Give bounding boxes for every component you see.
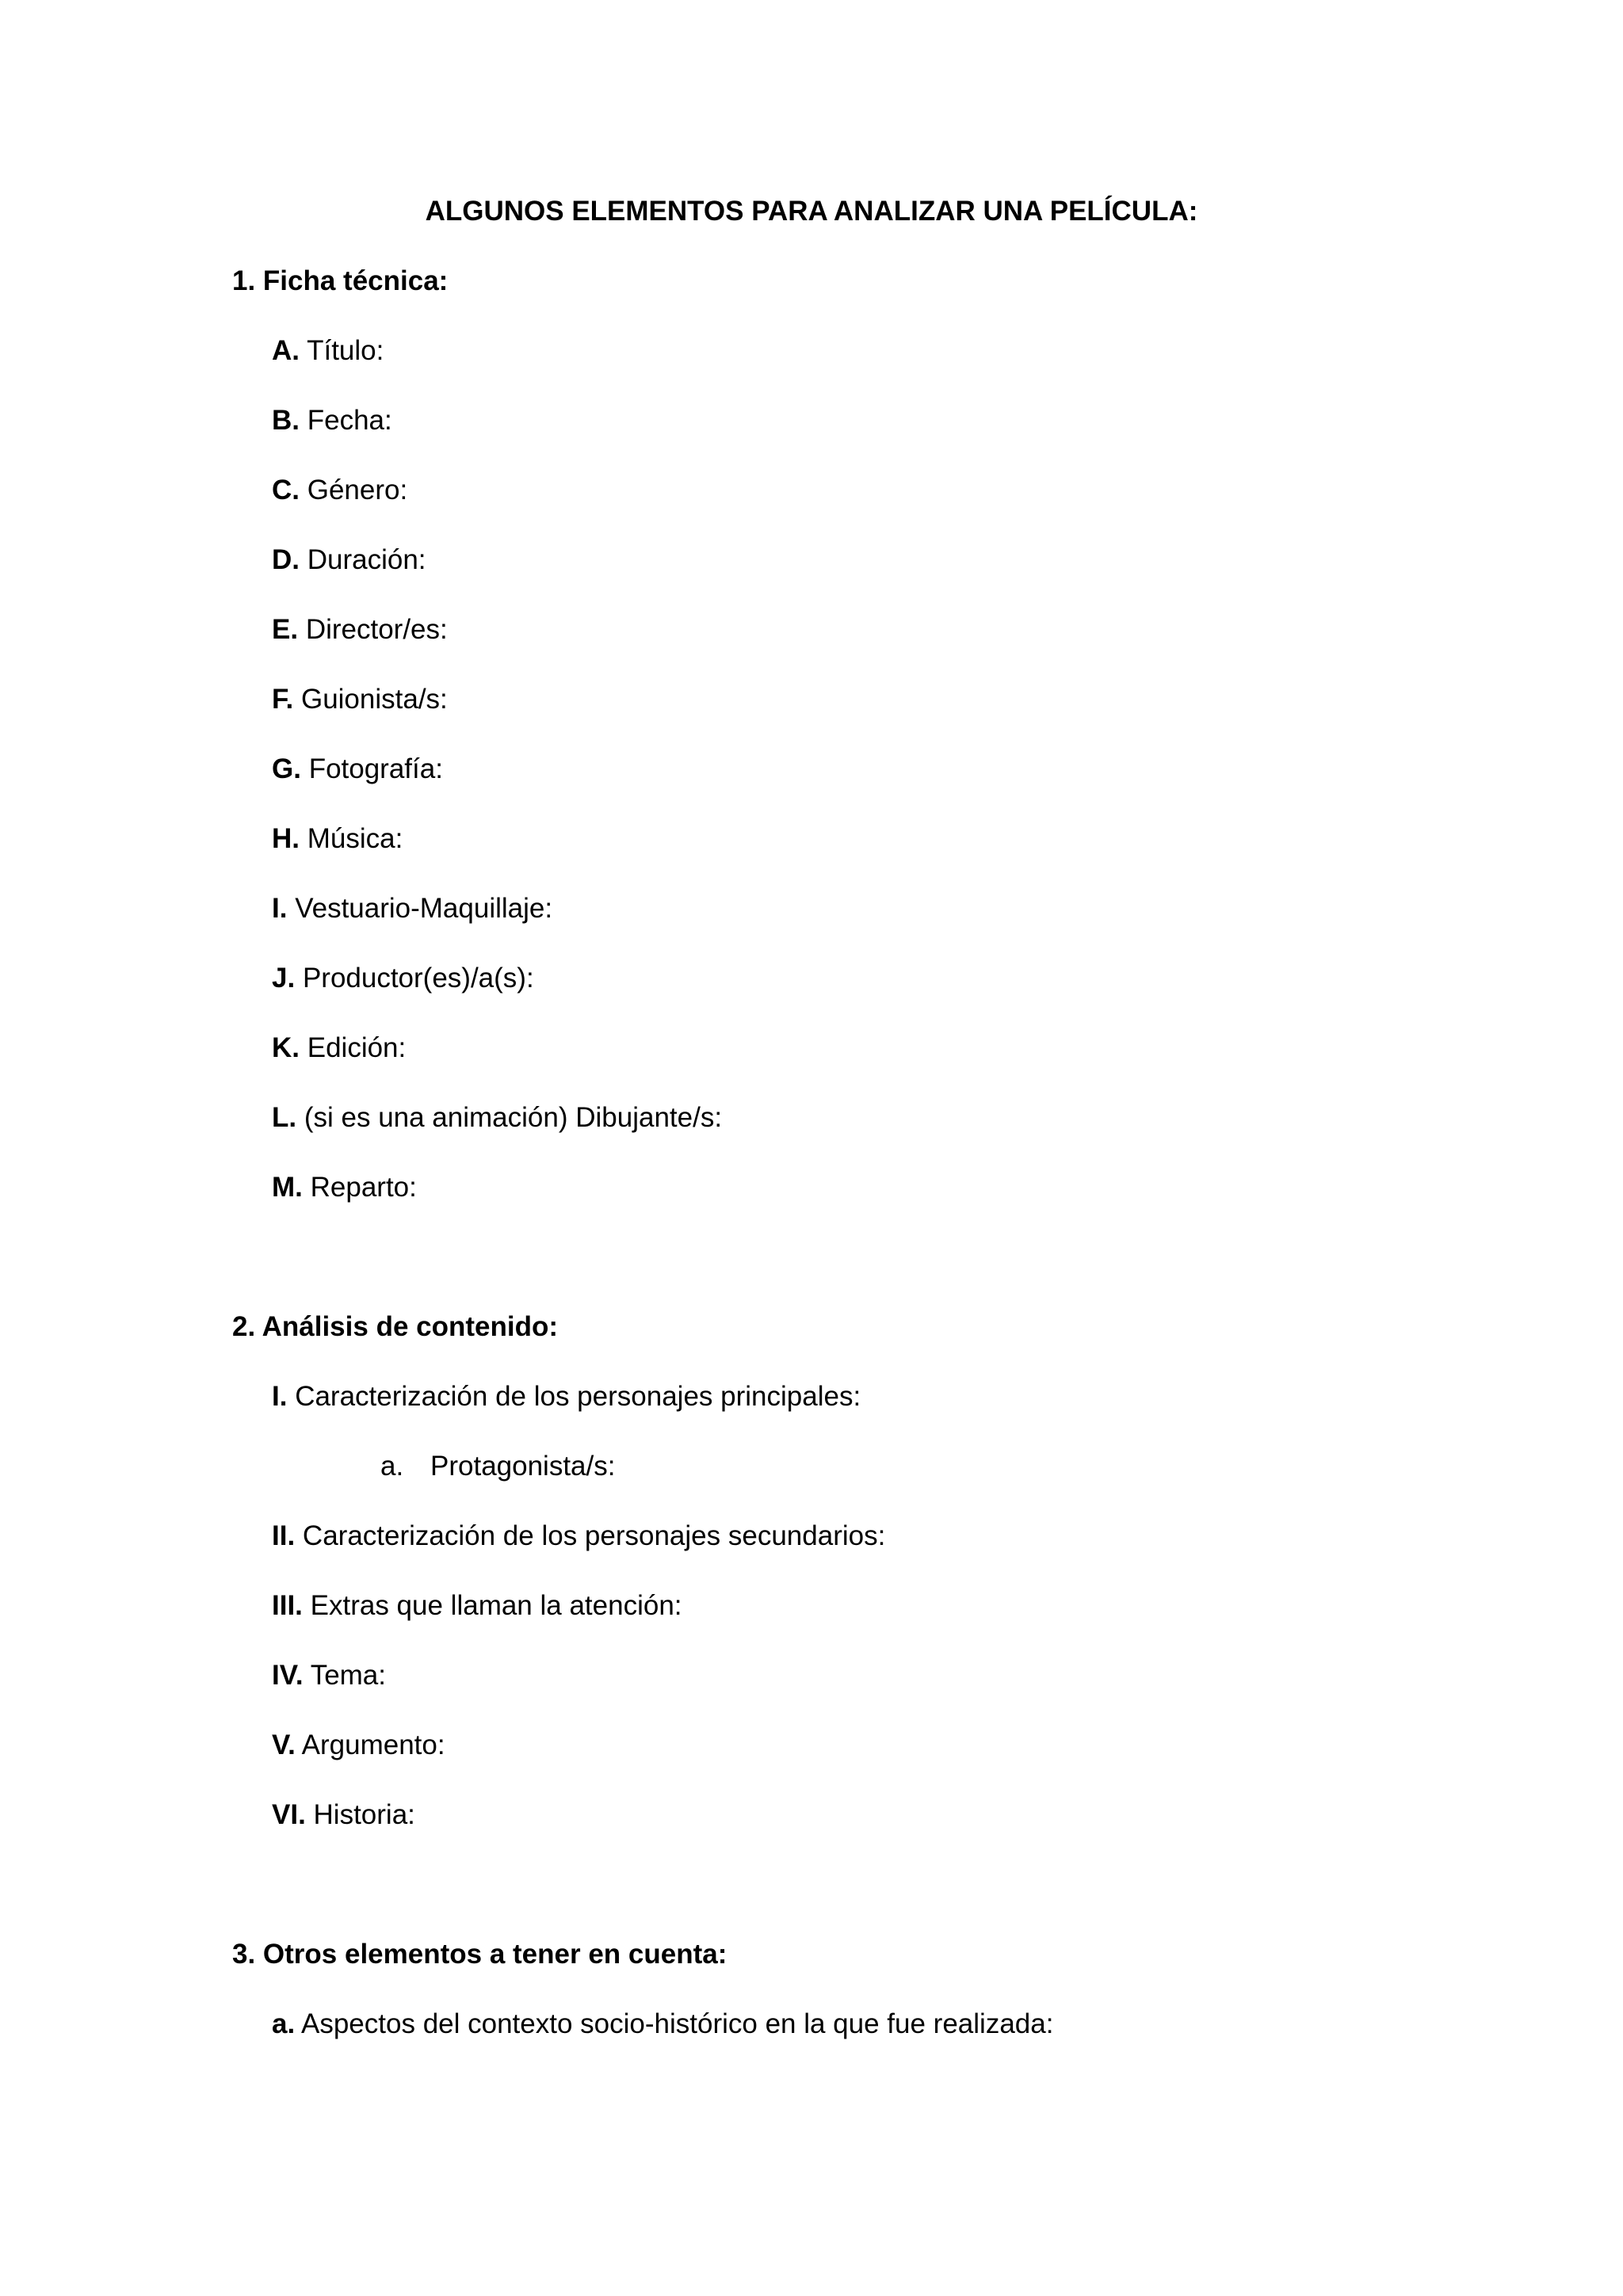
item-text: Género: — [307, 475, 408, 505]
item-text: Fecha: — [307, 405, 392, 436]
item-label: IV. — [272, 1660, 304, 1691]
item-label: J. — [272, 963, 296, 994]
item-text: Fotografía: — [308, 753, 443, 784]
item-text: Guionista/s: — [300, 684, 448, 715]
item-label: A. — [272, 335, 300, 366]
subitem-label: a. — [380, 1451, 404, 1482]
item-text: Vestuario-Maquillaje: — [295, 893, 553, 924]
list-item — [272, 334, 384, 368]
sub-list-item — [380, 1449, 615, 1484]
item-label: H. — [272, 823, 300, 854]
list-item — [272, 682, 448, 717]
item-label: E. — [272, 614, 299, 645]
list-item — [272, 1100, 722, 1135]
item-text: Extras que llaman la atención: — [310, 1590, 682, 1621]
item-text: Argumento: — [301, 1730, 445, 1760]
item-label: D. — [272, 544, 300, 575]
list-item — [272, 752, 443, 787]
item-text: Historia: — [313, 1799, 415, 1830]
item-label: III. — [272, 1590, 303, 1621]
list-item — [272, 473, 407, 508]
item-label: L. — [272, 1102, 297, 1133]
item-label: V. — [272, 1730, 296, 1760]
item-text: Aspectos del contexto socio-histórico en la que fue realizada: — [301, 2008, 1054, 2039]
item-text: Productor(es)/a(s): — [302, 963, 534, 994]
item-text: Música: — [307, 823, 403, 854]
item-label: I. — [272, 1381, 288, 1412]
list-item — [272, 891, 552, 926]
item-label: a. — [272, 2008, 296, 2039]
list-item — [272, 2007, 1053, 2042]
list-item — [272, 1519, 885, 1554]
item-label: M. — [272, 1172, 303, 1203]
list-item — [272, 961, 534, 996]
list-item — [272, 1170, 417, 1205]
item-label: I. — [272, 893, 288, 924]
list-item — [272, 1798, 415, 1833]
section-heading-ficha-tecnica: 1. Ficha técnica: — [232, 265, 449, 296]
list-item — [272, 1031, 406, 1066]
item-label: C. — [272, 475, 300, 505]
subitem-text: Protagonista/s: — [430, 1451, 616, 1482]
list-item — [272, 1658, 386, 1693]
item-text: Director/es: — [305, 614, 448, 645]
item-text: Reparto: — [310, 1172, 417, 1203]
item-text: Duración: — [307, 544, 426, 575]
item-text: Edición: — [307, 1032, 407, 1063]
item-text: Caracterización de los personajes principales: — [295, 1381, 861, 1412]
item-text: (si es una animación) Dibujante/s: — [304, 1102, 723, 1133]
list-item — [272, 543, 426, 578]
item-text: Tema: — [310, 1660, 386, 1691]
list-item — [272, 1379, 861, 1414]
list-item — [272, 1589, 682, 1623]
item-text: Título: — [307, 335, 384, 366]
item-label: K. — [272, 1032, 300, 1063]
list-item — [272, 822, 403, 856]
list-item — [272, 612, 448, 647]
item-text: Caracterización de los personajes secundarios: — [302, 1520, 886, 1551]
document-title: ALGUNOS ELEMENTOS PARA ANALIZAR UNA PELÍCULA: — [425, 196, 1198, 227]
section-heading-analisis-de-contenido: 2. Análisis de contenido: — [232, 1311, 558, 1342]
item-label: B. — [272, 405, 300, 436]
section-heading-otros-elementos: 3. Otros elementos a tener en cuenta: — [232, 1939, 727, 1970]
item-label: II. — [272, 1520, 296, 1551]
list-item — [272, 1728, 445, 1763]
list-item — [272, 403, 392, 438]
item-label: F. — [272, 684, 294, 715]
item-label: G. — [272, 753, 301, 784]
item-label: VI. — [272, 1799, 306, 1830]
